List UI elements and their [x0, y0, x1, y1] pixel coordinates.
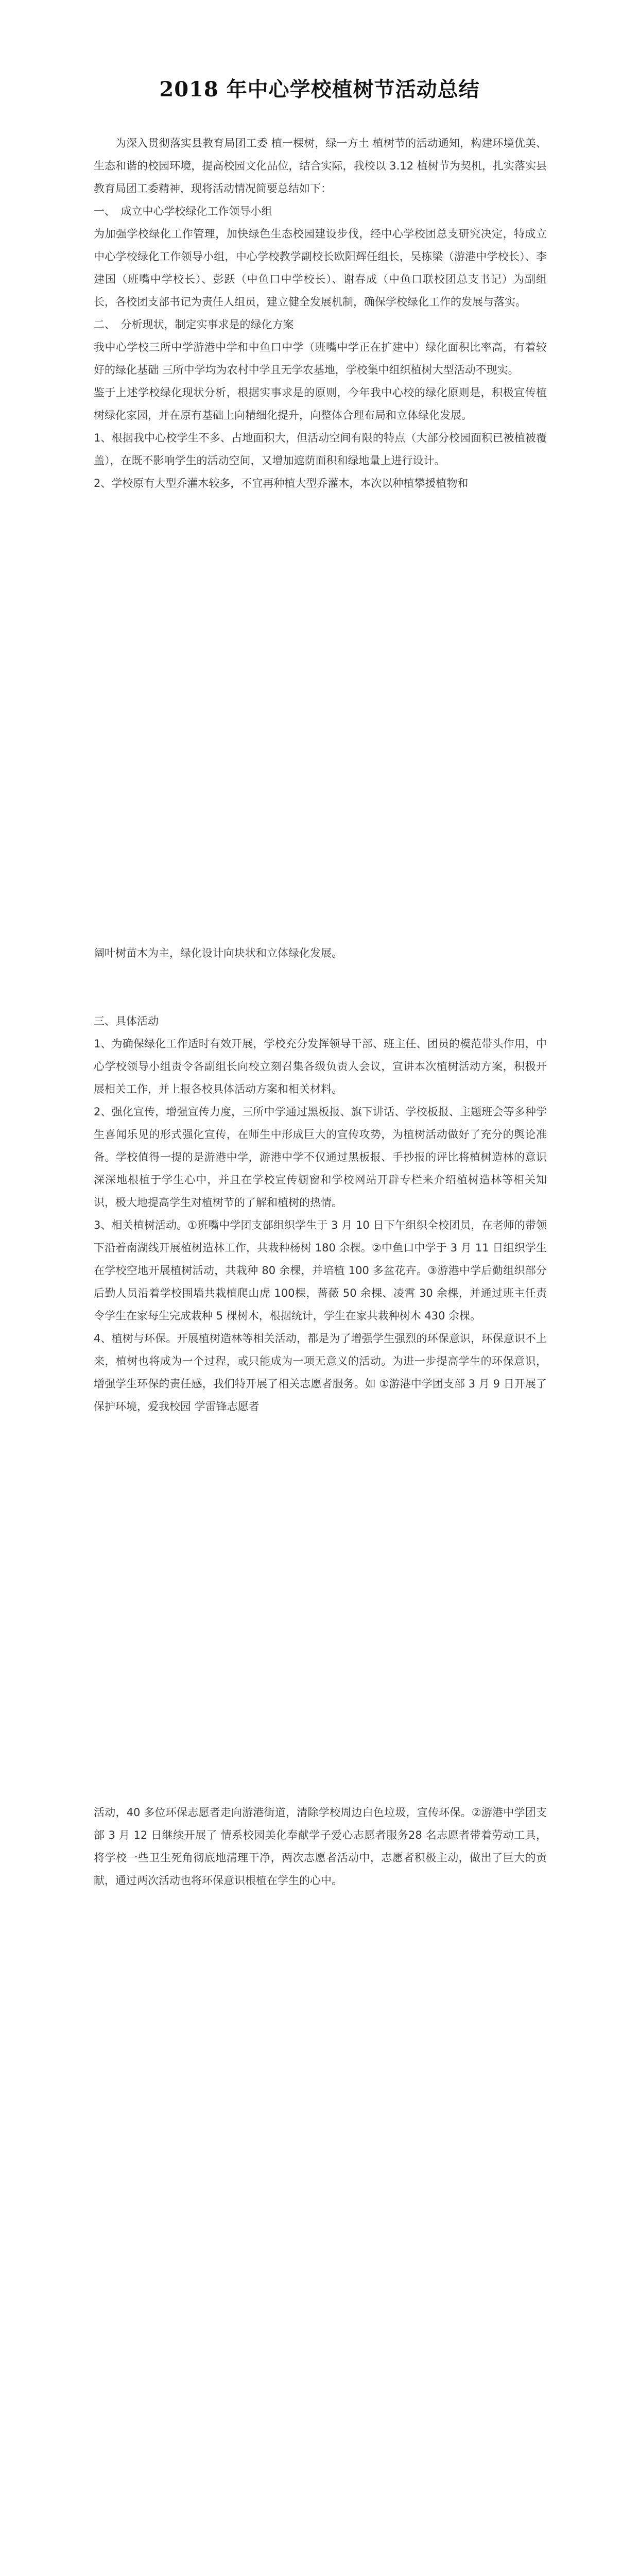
paragraph-activity-4: 4、植树与环保。开展植树造林等相关活动，都是为了增强学生强烈的环保意识，环保意识不上来，植树也将成为一个过程，或只能成为一项无意义的活动。为进一步提高学生的环保意识，增强学生环保的责任感，我们特开展了相关志愿者服务。如 ①游港中学团支部 3 月 9 日开展了 保护环境，爱我校园 学雷锋志愿者: [94, 1332, 547, 1413]
section-heading-3: 三、具体活动: [94, 1015, 159, 1027]
paragraph-activity-1: 1、为确保绿化工作适时有效开展，学校充分发挥领导干部、班主任、团员的模范带头作用，中心学校领导小组责令各副组长向校立刻召集各级负责人会议，宣讲本次植树活动方案，积极开展相关工作，并上报各校具体活动方案和相关材料。: [94, 1038, 547, 1095]
paragraph-status: 我中心学校三所中学游港中学和中鱼口中学（班嘴中学正在扩建中）绿化面积比率高，有着较好的绿化基础 三所中学均为农村中学且无学农基地，学校集中组织植树大型活动不现实。: [94, 341, 547, 376]
intro-paragraph: 为深入贯彻落实县教育局团工委 植一棵树，绿一方土 植树节的活动通知，构建环境优美、生态和谐的校园环境，提高校园文化品位，结合实际，我校以 3.12 植树节为契机，扎实落实县教育局团工委精神，现将活动情况简要总结如下：: [94, 137, 547, 195]
section-heading-1: 一、 成立中心学校绿化工作领导小组: [94, 205, 272, 217]
section-part2: [94, 942, 547, 1418]
spacer: [94, 964, 547, 1010]
paragraph-leadership: 为加强学校绿化工作管理，加快绿色生态校园建设步伐，经中心学校团总支研究决定，特成立中心学校绿化工作领导小组，中心学校教学副校长欧阳辉任组长，吴栋梁（游港中学校长）、李建国（班嘴中学校长）、彭跃（中鱼口中学校长）、谢春成（中鱼口联校团总支书记）为副组长，各校团支部书记为责任人组员，建立健全发展机制，确保学校绿化工作的发展与落实。: [94, 228, 547, 308]
paragraph-design-2: 2、学校原有大型乔灌木较多，不宜再种植大型乔灌木，本次以种植攀援植物和: [94, 477, 469, 489]
paragraph-continuation: 阔叶树苗木为主，绿化设计向块状和立体绿化发展。: [94, 947, 342, 959]
paragraph-design-1: 1、根据我中心校学生不多、占地面积大，但活动空间有限的特点（大部分校园面积已被植被覆盖），在既不影响学生的活动空间，又增加遮荫面积和绿地量上进行设计。: [94, 432, 547, 467]
document-title: 2018 年中心学校植树节活动总结: [159, 77, 480, 101]
section-part1: [94, 132, 547, 495]
paragraph-activity-2: 2、强化宣传，增强宣传力度，三所中学通过黑板报、旗下讲话、学校板报、主题班会等多种学生喜闻乐见的形式强化宣传，在师生中形成巨大的宣传攻势，为植树活动做好了充分的舆论准备。学校值得一提的是游港中学，游港中学不仅通过黑板报、手抄报的评比将植树造林的意识深深地根植于学生心中，并且在学校宣传橱窗和学校网站开辟专栏来介绍植树造林等相关知识，极大地提高学生对植树节的了解和植树的热情。: [94, 1106, 547, 1209]
paragraph-principle: 鉴于上述学校绿化现状分析，根据实事求是的原则，今年我中心校的绿化原则是，积极宣传植树绿化家园，并在原有基础上向精细化提升，向整体合理布局和立体绿化发展。: [94, 386, 547, 421]
section-part3: [94, 1801, 547, 1892]
section-heading-2: 二、 分析现状，制定实事求是的绿化方案: [94, 318, 294, 331]
paragraph-activity-3: 3、相关植树活动。①班嘴中学团支部组织学生于 3 月 10 日下午组织全校团员，在老师的带领下沿着南湖线开展植树造林工作，共栽种杨树 180 余棵。②中鱼口中学于 3 月 11 日组织学生在学校空地开展植树活动，共栽种 80 余棵，并培植 100 多盆花卉。③游港中学后勤组织部分后勤人员沿着学校围墙共栽植爬山虎 100棵，蔷薇 50 余棵、凌霄 30 余棵，并通过班主任责令学生在家每生完成栽种 5 棵树木，根据统计，学生在家共栽种树木 430 余棵。: [94, 1219, 547, 1322]
paragraph-volunteer: 活动，40 多位环保志愿者走向游港街道，清除学校周边白色垃圾，宣传环保。②游港中学团支部 3 月 12 日继续开展了 情系校园美化奉献学子爱心志愿者服务28 名志愿者带着劳动工具，将学校一些卫生死角彻底地清理干净，两次志愿者活动中，志愿者积极主动，做出了巨大的贡献，通过两次活动也将环保意识根植在学生的心中。: [94, 1806, 547, 1887]
